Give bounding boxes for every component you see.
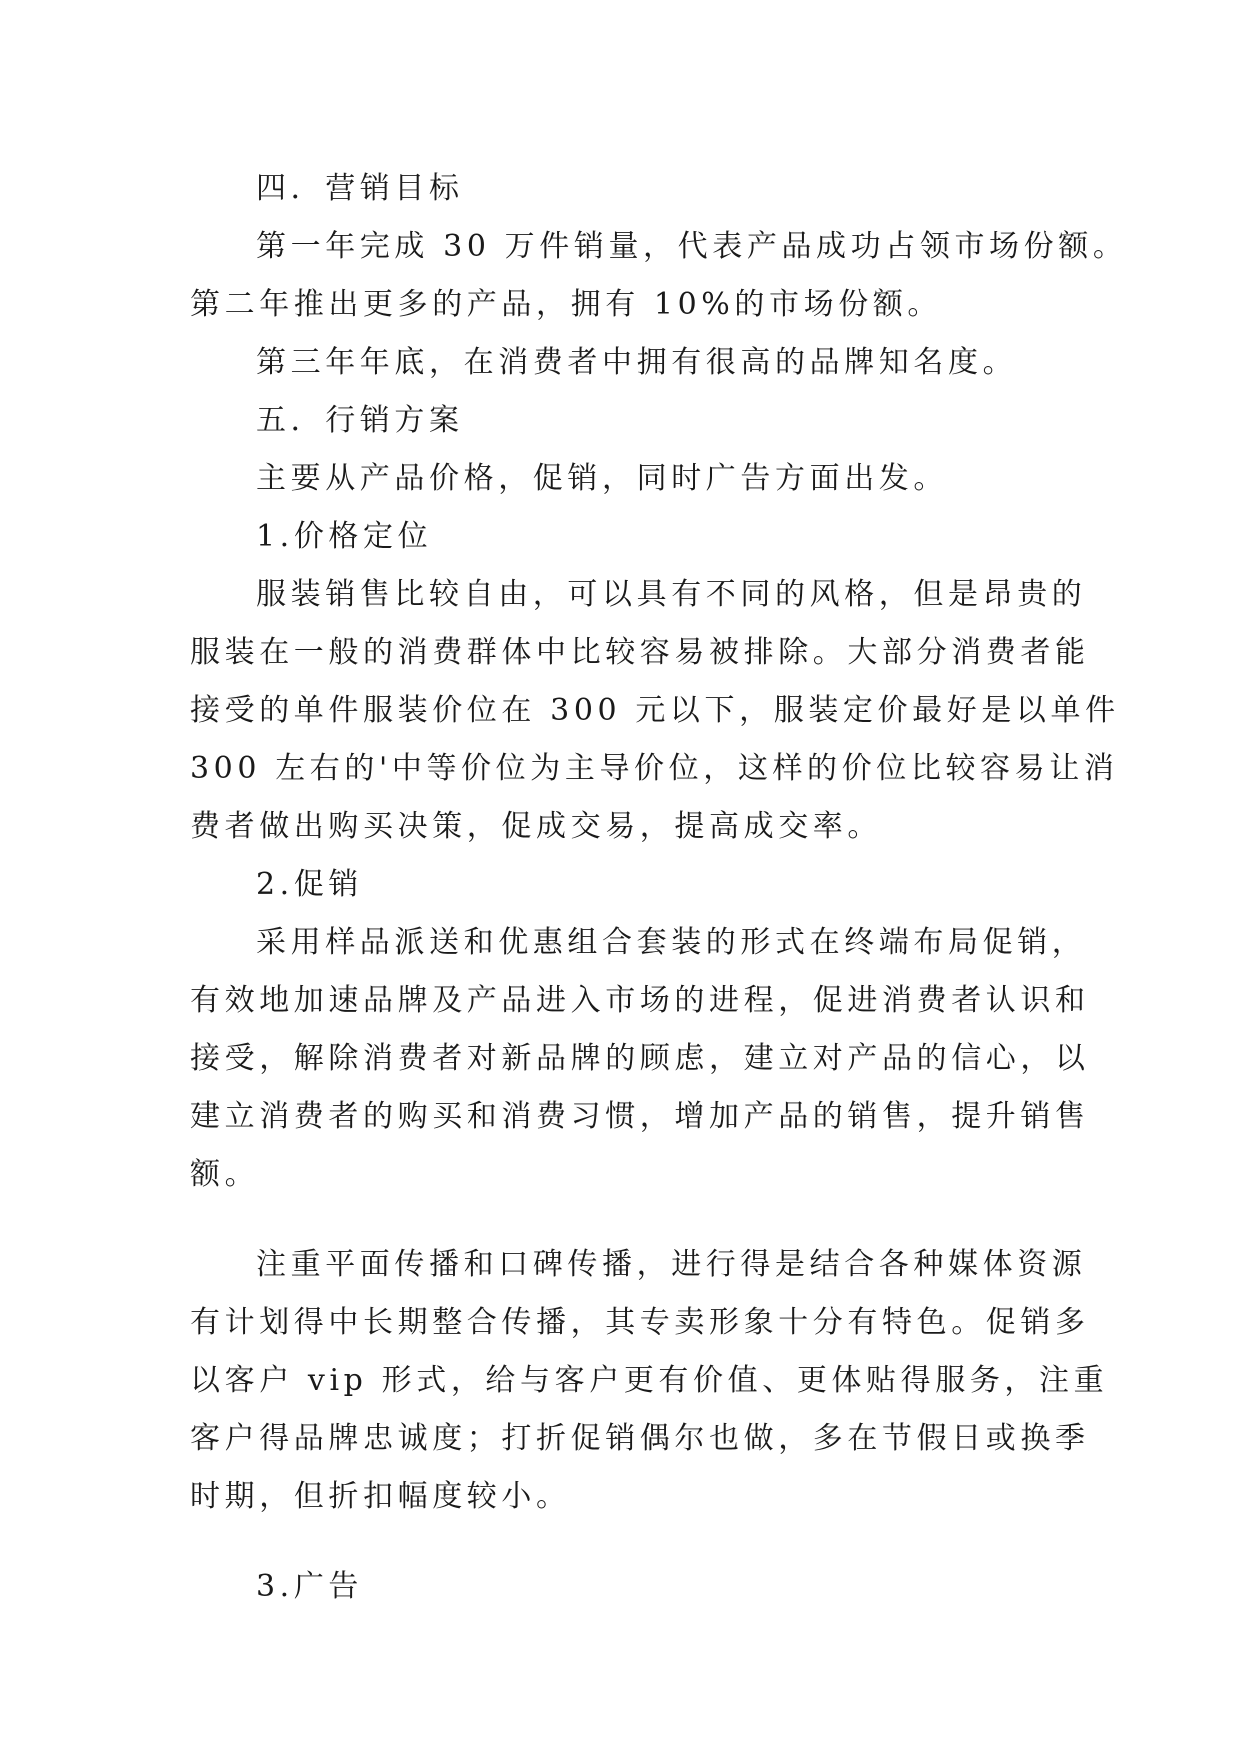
paragraph-line: 费者做出购买决策，促成交易，提高成交率。 bbox=[190, 809, 882, 844]
section-heading-marketing-plan: 五．行销方案 bbox=[256, 403, 464, 438]
paragraph-line: 采用样品派送和优惠组合套装的形式在终端布局促销， bbox=[256, 925, 1087, 960]
paragraph-spacer bbox=[190, 1204, 1060, 1236]
paragraph-line: 300 左右的'中等价位为主导价位，这样的价位比较容易让消 bbox=[190, 751, 1119, 786]
paragraph-line: 主要从产品价格，促销，同时广告方面出发。 bbox=[256, 461, 948, 496]
paragraph-line: 接受的单件服装价位在 300 元以下，服装定价最好是以单件 bbox=[190, 693, 1120, 728]
paragraph-line: 服装在一般的消费群体中比较容易被排除。大部分消费者能 bbox=[190, 635, 1090, 670]
subheading-pricing: 1.价格定位 bbox=[256, 519, 433, 554]
subheading-promotion: 2.促销 bbox=[256, 867, 364, 902]
paragraph-line: 有计划得中长期整合传播，其专卖形象十分有特色。促销多 bbox=[190, 1305, 1090, 1340]
paragraph-line: 客户得品牌忠诚度；打折促销偶尔也做，多在节假日或换季 bbox=[190, 1421, 1090, 1456]
paragraph-line: 第一年完成 30 万件销量，代表产品成功占领市场份额。 bbox=[256, 229, 1128, 264]
paragraph-line: 时期，但折扣幅度较小。 bbox=[190, 1479, 571, 1514]
subheading-advertising: 3.广告 bbox=[256, 1569, 364, 1604]
paragraph-line: 建立消费者的购买和消费习惯，增加产品的销售，提升销售 bbox=[190, 1099, 1090, 1134]
document-body bbox=[190, 160, 1128, 1616]
paragraph-line: 以客户 vip 形式，给与客户更有价值、更体贴得服务，注重 bbox=[190, 1363, 1109, 1398]
paragraph-spacer bbox=[190, 1526, 1060, 1558]
paragraph-line: 第二年推出更多的产品，拥有 10%的市场份额。 bbox=[190, 287, 943, 322]
paragraph-line: 服装销售比较自由，可以具有不同的风格，但是昂贵的 bbox=[256, 577, 1087, 612]
paragraph-line: 注重平面传播和口碑传播，进行得是结合各种媒体资源 bbox=[256, 1247, 1087, 1282]
paragraph-line: 额。 bbox=[190, 1157, 260, 1192]
section-heading-marketing-goals: 四．营销目标 bbox=[256, 171, 464, 206]
paragraph-line: 第三年年底，在消费者中拥有很高的品牌知名度。 bbox=[256, 345, 1018, 380]
paragraph-line: 接受，解除消费者对新品牌的顾虑，建立对产品的信心，以 bbox=[190, 1041, 1090, 1076]
paragraph-line: 有效地加速品牌及产品进入市场的进程，促进消费者认识和 bbox=[190, 983, 1090, 1018]
